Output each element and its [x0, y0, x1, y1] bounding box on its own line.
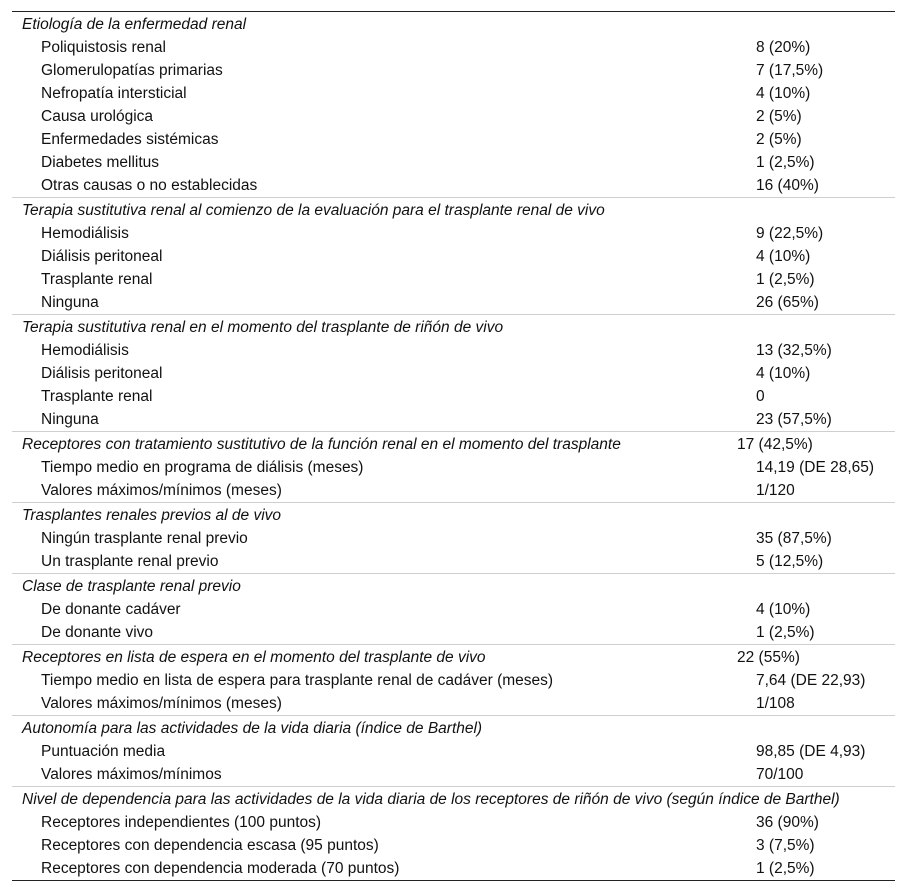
- section-heading-row: [12, 645, 895, 669]
- section-heading: Receptores en lista de espera en el momento del trasplante de vivo: [22, 648, 486, 666]
- row-label: Nefropatía intersticial: [41, 85, 187, 102]
- row-label: Receptores independientes (100 puntos): [41, 814, 322, 831]
- table-section: [12, 716, 895, 787]
- section-heading-row: [12, 787, 895, 811]
- table-row: [12, 740, 895, 763]
- row-value: 36 (90%): [756, 814, 819, 831]
- table-row: [12, 105, 895, 128]
- data-table: [12, 11, 895, 881]
- table-row: [12, 339, 895, 362]
- row-value: 9 (22,5%): [756, 225, 824, 242]
- section-heading: Terapia sustitutiva renal al comienzo de la evaluación para el trasplante renal de vivo: [22, 201, 605, 219]
- table-row: [12, 669, 895, 692]
- row-label: Diabetes mellitus: [41, 154, 160, 171]
- row-label: Trasplante renal: [41, 388, 153, 405]
- section-heading-row: [12, 574, 895, 598]
- table-section: [12, 787, 895, 880]
- table-row: [12, 82, 895, 105]
- section-heading: Nivel de dependencia para las actividades de la vida diaria de los receptores de riñón de vivo (según índice de Barthel): [22, 790, 840, 808]
- row-value: 0: [756, 388, 765, 405]
- row-label: Tiempo medio en programa de diálisis (meses): [41, 459, 364, 476]
- table-row: [12, 268, 895, 291]
- table-row: [12, 59, 895, 82]
- row-label: Trasplante renal: [41, 271, 153, 288]
- row-value: 5 (12,5%): [756, 553, 824, 570]
- table-section: [12, 198, 895, 315]
- table-row: [12, 245, 895, 268]
- row-value: 98,85 (DE 4,93): [756, 743, 866, 760]
- row-value: 26 (65%): [756, 294, 819, 311]
- row-value: 13 (32,5%): [756, 342, 832, 359]
- row-label: Enfermedades sistémicas: [41, 131, 219, 148]
- section-heading-row: [12, 315, 895, 339]
- table-section: [12, 645, 895, 716]
- row-label: Ningún trasplante renal previo: [41, 530, 248, 547]
- row-value: 16 (40%): [756, 177, 819, 194]
- row-value: 1 (2,5%): [756, 860, 815, 877]
- row-label: Diálisis peritoneal: [41, 248, 163, 265]
- section-heading: Receptores con tratamiento sustitutivo de la función renal en el momento del trasplante: [22, 435, 621, 453]
- table-row: [12, 527, 895, 550]
- table-row: [12, 763, 895, 786]
- row-value: 23 (57,5%): [756, 411, 832, 428]
- row-label: Puntuación media: [41, 743, 166, 760]
- row-label: Valores máximos/mínimos: [41, 766, 222, 783]
- row-value: 4 (10%): [756, 601, 811, 618]
- table-row: [12, 834, 895, 857]
- row-value: 1/108: [756, 695, 795, 712]
- section-heading-row: [12, 716, 895, 740]
- row-label: De donante cadáver: [41, 601, 181, 618]
- table-row: [12, 36, 895, 59]
- section-heading: Autonomía para las actividades de la vida diaria (índice de Barthel): [22, 719, 483, 737]
- table-row: [12, 550, 895, 573]
- table-row: [12, 291, 895, 314]
- row-label: Hemodiálisis: [41, 342, 129, 359]
- row-value: 3 (7,5%): [756, 837, 815, 854]
- row-value: 14,19 (DE 28,65): [756, 459, 875, 476]
- table-row: [12, 621, 895, 644]
- table-row: [12, 811, 895, 834]
- row-value: 2 (5%): [756, 108, 802, 125]
- table-section: [12, 574, 895, 645]
- table-row: [12, 174, 895, 197]
- section-heading: Trasplantes renales previos al de vivo: [22, 506, 282, 524]
- table-row: [12, 128, 895, 151]
- table-row: [12, 456, 895, 479]
- row-value: 1 (2,5%): [756, 271, 815, 288]
- row-value: 4 (10%): [756, 85, 811, 102]
- table-section: [12, 503, 895, 574]
- row-value: 4 (10%): [756, 365, 811, 382]
- table-row: [12, 362, 895, 385]
- row-label: Un trasplante renal previo: [41, 553, 219, 570]
- table-bottom-rule: [12, 880, 895, 881]
- row-label: Receptores con dependencia moderada (70 puntos): [41, 860, 400, 877]
- row-value: 1/120: [756, 482, 795, 499]
- row-value: 35 (87,5%): [756, 530, 832, 547]
- table-section: [12, 315, 895, 432]
- row-label: Otras causas o no establecidas: [41, 177, 258, 194]
- row-label: Receptores con dependencia escasa (95 puntos): [41, 837, 379, 854]
- section-heading: Clase de trasplante renal previo: [22, 577, 241, 595]
- section-heading-value: 17 (42,5%): [737, 435, 813, 453]
- section-heading-row: [12, 432, 895, 456]
- row-label: Causa urológica: [41, 108, 154, 125]
- table-section: [12, 12, 895, 198]
- row-label: Ninguna: [41, 411, 99, 428]
- section-heading-row: [12, 503, 895, 527]
- row-label: Ninguna: [41, 294, 99, 311]
- row-value: 4 (10%): [756, 248, 811, 265]
- row-value: 2 (5%): [756, 131, 802, 148]
- row-label: Glomerulopatías primarias: [41, 62, 223, 79]
- row-label: De donante vivo: [41, 624, 154, 641]
- section-heading-row: [12, 198, 895, 222]
- section-heading: Terapia sustitutiva renal en el momento del trasplante de riñón de vivo: [22, 318, 504, 336]
- table-row: [12, 857, 895, 880]
- row-value: 1 (2,5%): [756, 624, 815, 641]
- table-section: [12, 432, 895, 503]
- table-row: [12, 408, 895, 431]
- row-value: 1 (2,5%): [756, 154, 815, 171]
- table-row: [12, 151, 895, 174]
- row-value: 7 (17,5%): [756, 62, 824, 79]
- row-label: Poliquistosis renal: [41, 39, 166, 56]
- row-value: 7,64 (DE 22,93): [756, 672, 866, 689]
- table-row: [12, 385, 895, 408]
- table-row: [12, 222, 895, 245]
- section-heading-row: [12, 12, 895, 36]
- row-label: Valores máximos/mínimos (meses): [41, 482, 282, 499]
- table-body: [12, 12, 895, 880]
- section-heading-value: 22 (55%): [737, 648, 800, 666]
- row-label: Tiempo medio en lista de espera para trasplante renal de cadáver (meses): [41, 672, 554, 689]
- table-row: [12, 692, 895, 715]
- table-row: [12, 598, 895, 621]
- table-row: [12, 479, 895, 502]
- row-value: 70/100: [756, 766, 804, 783]
- section-heading: Etiología de la enfermedad renal: [22, 15, 247, 33]
- row-value: 8 (20%): [756, 39, 811, 56]
- row-label: Diálisis peritoneal: [41, 365, 163, 382]
- row-label: Hemodiálisis: [41, 225, 129, 242]
- row-label: Valores máximos/mínimos (meses): [41, 695, 282, 712]
